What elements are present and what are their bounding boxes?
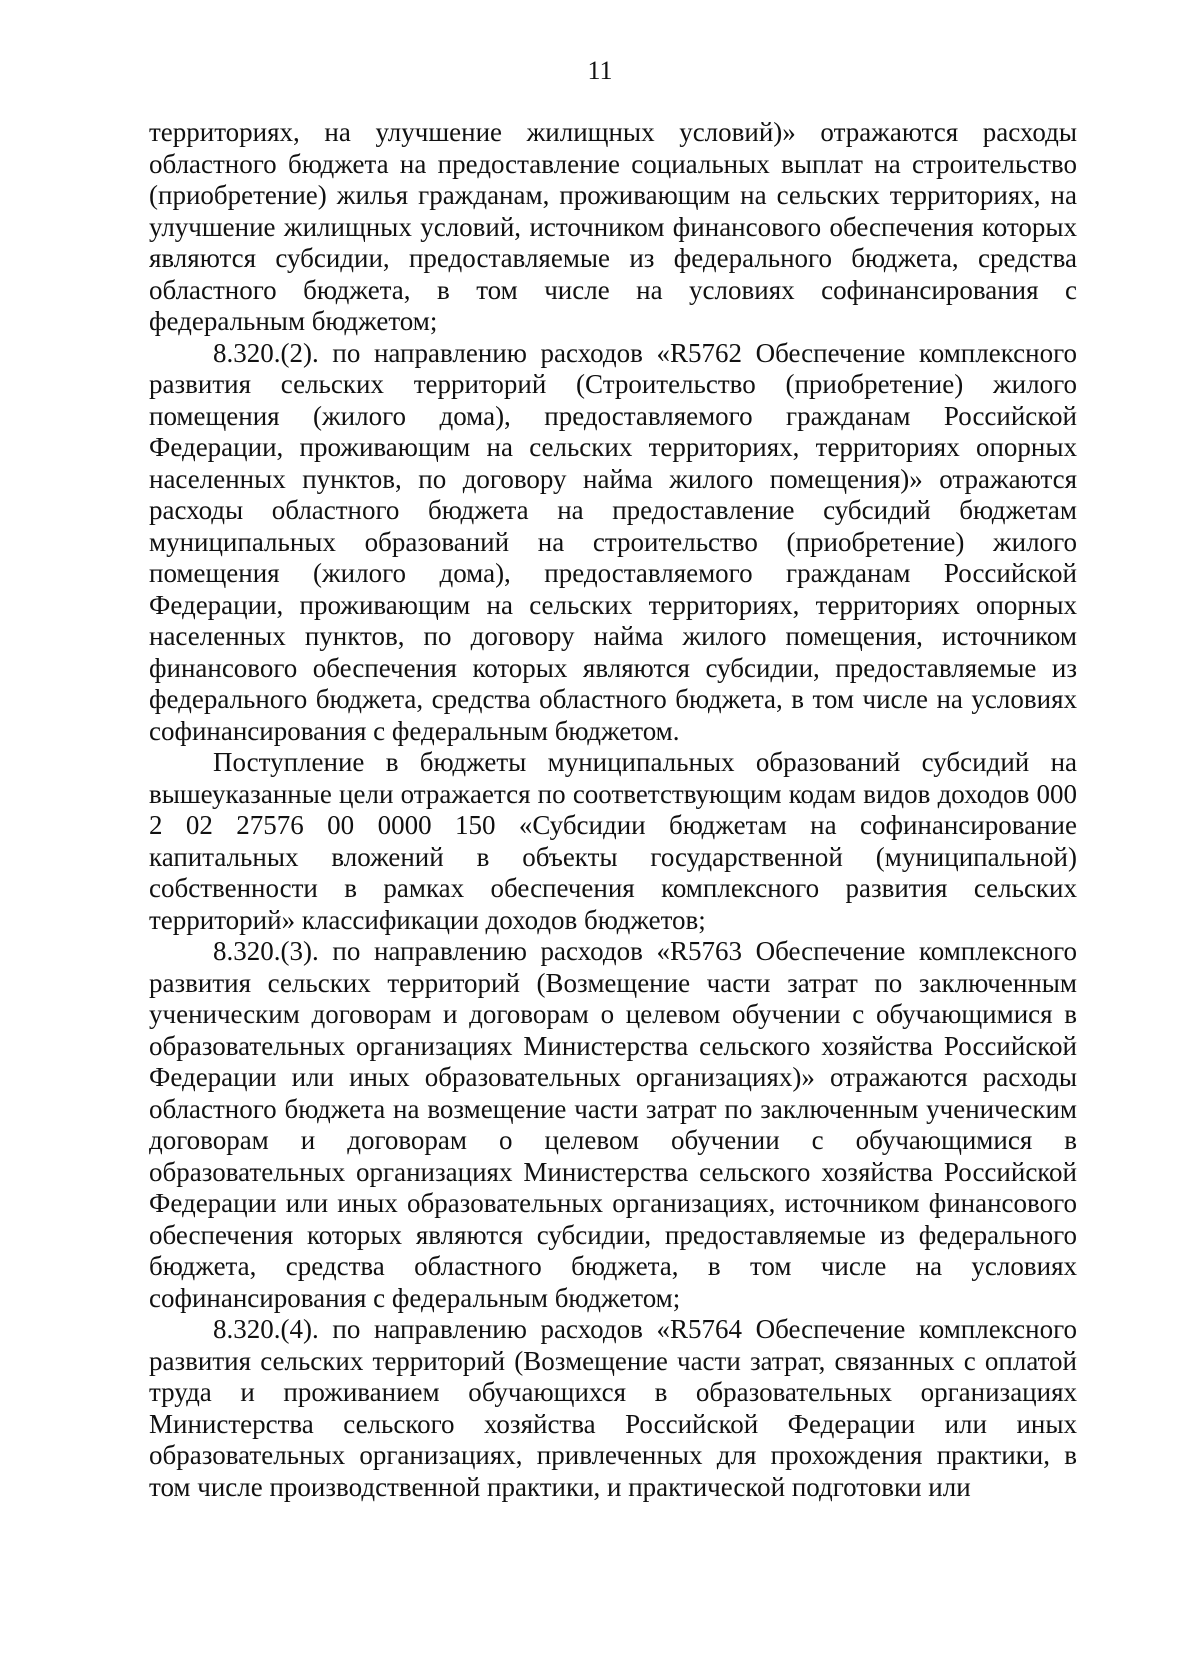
page-number: 11 — [587, 56, 613, 85]
paragraph-income-receipt: Поступление в бюджеты муниципальных образований субсидий на вышеуказанные цели отражается по соответствующим кодам видов доходов 000 2 02 27576 00 0000 150 «Субсидии бюджетам на софинансирование капитальных вложений в объекты государственной (муниципальной) собственности в рамках обеспечения комплексного развития сельских территорий» классификации доходов бюджетов; — [149, 747, 1077, 935]
paragraph-8-320-3: 8.320.(3). по направлению расходов «R5763 Обеспечение комплексного развития сельских территорий (Возмещение части затрат по заключенным ученическим договорам и договорам о целевом обучении с обучающимися в образовательных организациях Министерства сельского хозяйства Российской Федерации или иных образовательных организациях)» отражаются расходы областного бюджета на возмещение части затрат по заключенным ученическим договорам и договорам о целевом обучении с обучающимися в образовательных организациях Министерства сельского хозяйства Российской Федерации или иных образовательных организациях, источником финансового обеспечения которых являются субсидии, предоставляемые из федерального бюджета, средства областного бюджета, в том числе на условиях софинансирования с федеральным бюджетом; — [149, 936, 1077, 1313]
paragraph-8-320-4: 8.320.(4). по направлению расходов «R5764 Обеспечение комплексного развития сельских территорий (Возмещение части затрат, связанных с оплатой труда и проживанием обучающихся в образовательных организациях Министерства сельского хозяйства Российской Федерации или иных образовательных организациях, привлеченных для прохождения практики, в том числе производственной практики, и практической подготовки или — [149, 1314, 1077, 1502]
paragraph-continuation: территориях, на улучшение жилищных условий)» отражаются расходы областного бюджета на предоставление социальных выплат на строительство (приобретение) жилья гражданам, проживающим на сельских территориях, на улучшение жилищных условий, источником финансового обеспечения которых являются субсидии, предоставляемые из федерального бюджета, средства областного бюджета, в том числе на условиях софинансирования с федеральным бюджетом; — [149, 117, 1077, 336]
document-body — [149, 117, 1077, 1503]
paragraph-8-320-2: 8.320.(2). по направлению расходов «R5762 Обеспечение комплексного развития сельских территорий (Строительство (приобретение) жилого помещения (жилого дома), предоставляемого гражданам Российской Федерации, проживающим на сельских территориях, территориях опорных населенных пунктов, по договору найма жилого помещения)» отражаются расходы областного бюджета на предоставление субсидий бюджетам муниципальных образований на строительство (приобретение) жилого помещения (жилого дома), предоставляемого гражданам Российской Федерации, проживающим на сельских территориях, территориях опорных населенных пунктов, по договору найма жилого помещения, источником финансового обеспечения которых являются субсидии, предоставляемые из федерального бюджета, средства областного бюджета, в том числе на условиях софинансирования с федеральным бюджетом. — [149, 337, 1077, 746]
